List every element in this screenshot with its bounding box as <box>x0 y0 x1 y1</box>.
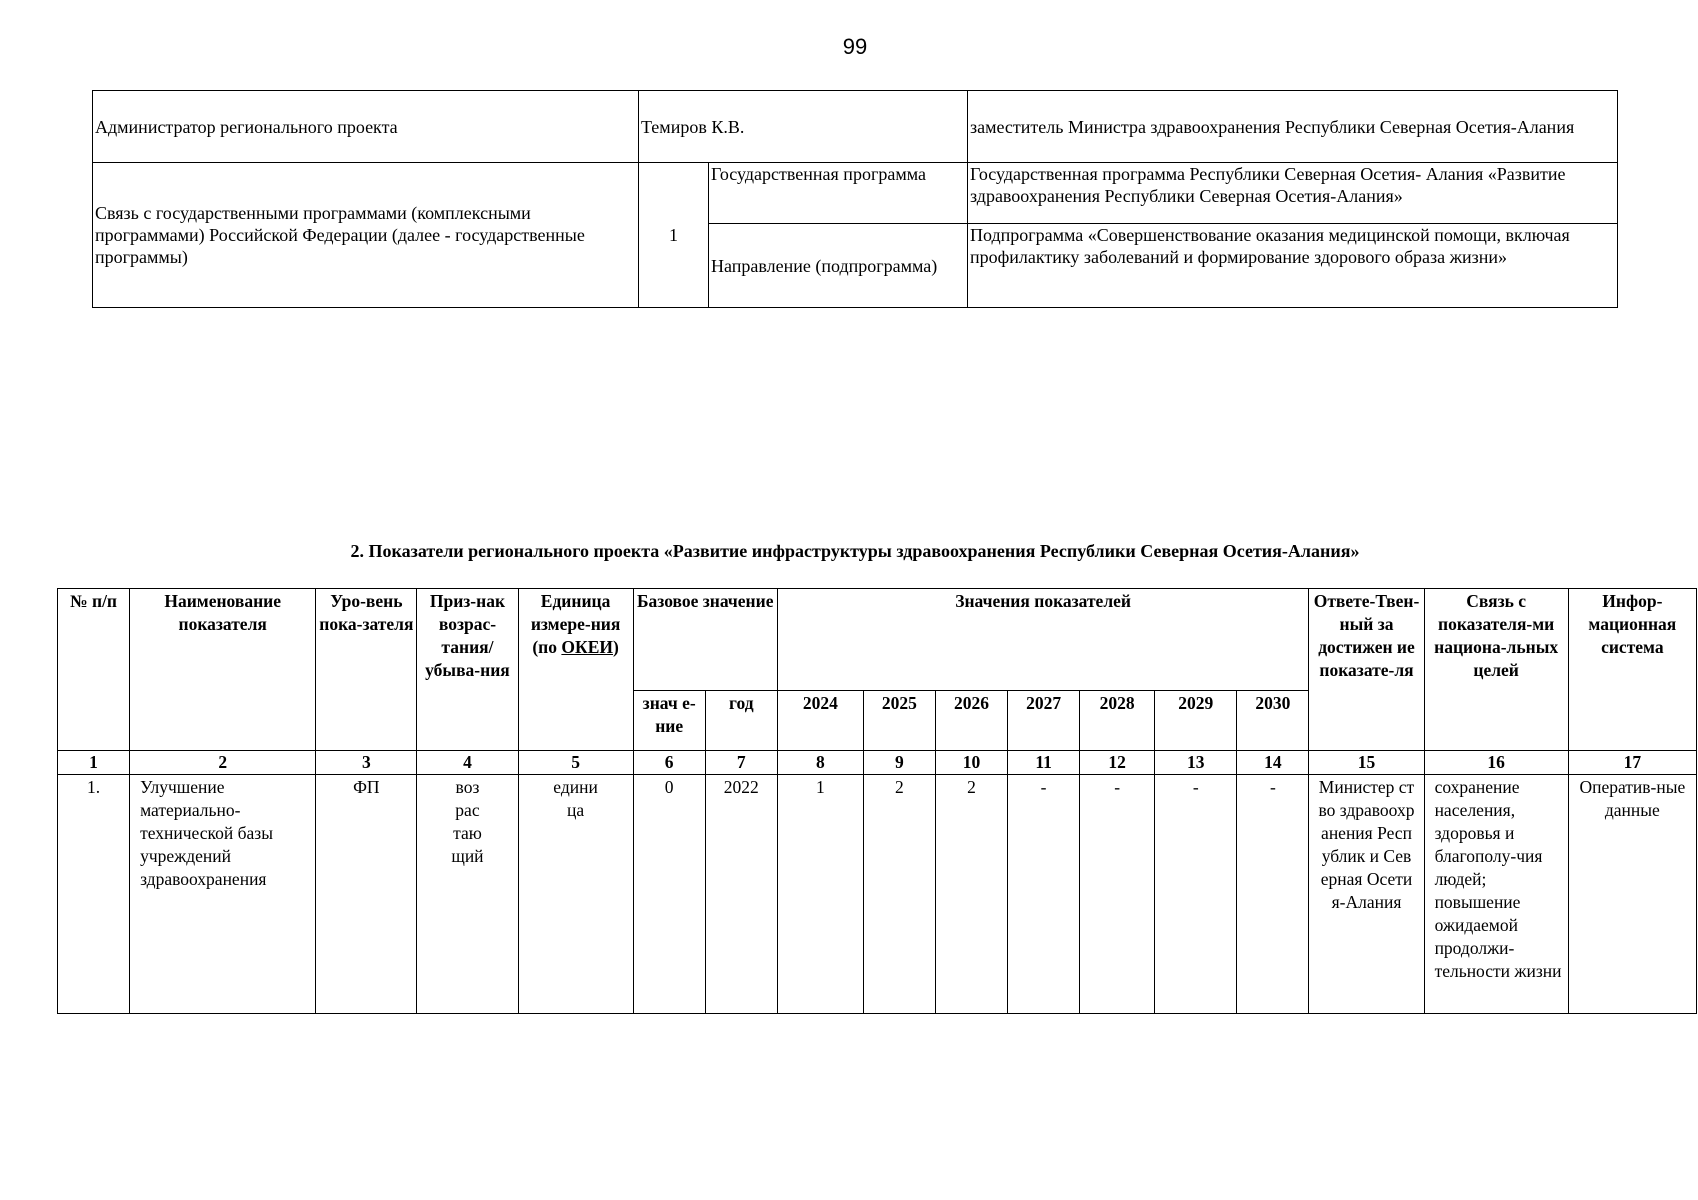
column-number: 15 <box>1309 751 1424 775</box>
header-base-year: год <box>705 691 777 751</box>
header-unit-text: Единица измере-ния (по <box>530 591 621 657</box>
column-number: 4 <box>417 751 518 775</box>
column-number: 3 <box>316 751 417 775</box>
column-number: 5 <box>518 751 633 775</box>
header-year: 2028 <box>1080 691 1155 751</box>
header-name: Наименование показателя <box>130 589 316 751</box>
row-num: 1. <box>58 775 130 1014</box>
row-unit-text: едини ца <box>553 777 598 820</box>
header-num: № п/п <box>58 589 130 751</box>
page-number: 99 <box>842 34 868 59</box>
header-year: 2029 <box>1155 691 1237 751</box>
admin-label: Администратор регионального проекта <box>93 91 639 163</box>
links-number: 1 <box>639 163 709 308</box>
row-responsible-text: Министер ство здравоохр анения Республик и Северная Осетия-Алания <box>1318 777 1415 912</box>
direction-value: Подпрограмма «Совершенствование оказания медицинской помощи, включая профилактику заболеваний и формирование здорового образа жизни» <box>968 224 1618 308</box>
row-responsible <box>1309 775 1424 1014</box>
admin-name: Темиров К.В. <box>639 91 968 163</box>
header-sign: Приз-нак возрас-тания/ убыва-ния <box>417 589 518 751</box>
row-value: - <box>1237 775 1309 1014</box>
section-title: 2. Показатели регионального проекта «Развитие инфраструктуры здравоохранения Республики Северная Осетия-Алания» <box>350 541 1360 561</box>
row-base-year: 2022 <box>705 775 777 1014</box>
column-number: 17 <box>1568 751 1696 775</box>
header-base-value: знач е-ние <box>633 691 705 751</box>
header-info: Инфор-мационная система <box>1568 589 1696 751</box>
header-unit-okei: ОКЕИ <box>561 637 613 657</box>
column-number: 9 <box>863 751 935 775</box>
column-number: 10 <box>935 751 1007 775</box>
row-value: - <box>1008 775 1080 1014</box>
column-number: 1 <box>58 751 130 775</box>
row-value: 1 <box>777 775 863 1014</box>
row-level: ФП <box>316 775 417 1014</box>
indicators-table <box>57 588 1697 1014</box>
direction-label: Направление (подпрограмма) <box>709 224 968 308</box>
column-number: 16 <box>1424 751 1568 775</box>
header-unit <box>518 589 633 751</box>
column-number: 2 <box>130 751 316 775</box>
column-number: 11 <box>1008 751 1080 775</box>
column-number: 12 <box>1080 751 1155 775</box>
header-base: Базовое значение <box>633 589 777 691</box>
header-year: 2025 <box>863 691 935 751</box>
column-number: 13 <box>1155 751 1237 775</box>
row-name: Улучшение материально-технической базы учреждений здравоохранения <box>130 775 316 1014</box>
row-value: 2 <box>863 775 935 1014</box>
header-year: 2027 <box>1008 691 1080 751</box>
header-year: 2024 <box>777 691 863 751</box>
header-link: Связь с показателя-ми национа-льных целей <box>1424 589 1568 751</box>
column-number: 6 <box>633 751 705 775</box>
project-info-table <box>92 90 1618 308</box>
column-number: 14 <box>1237 751 1309 775</box>
header-year: 2030 <box>1237 691 1309 751</box>
row-link: сохранение населения, здоровья и благополу-чия людей; повышение ожидаемой продолжи-тельности жизни <box>1424 775 1568 1014</box>
header-year: 2026 <box>935 691 1007 751</box>
header-unit-close: ) <box>612 637 619 657</box>
header-responsible: Ответе-Твен-ный за достижен ие показате-ля <box>1309 589 1424 751</box>
row-sign <box>417 775 518 1014</box>
links-label: Связь с государственными программами (комплексными программами) Российской Федерации (далее - государственные программы) <box>93 163 639 308</box>
row-value: - <box>1080 775 1155 1014</box>
header-values: Значения показателей <box>777 589 1309 691</box>
admin-position: заместитель Министра здравоохранения Республики Северная Осетия-Алания <box>968 91 1618 163</box>
row-unit <box>518 775 633 1014</box>
column-number: 8 <box>777 751 863 775</box>
row-info: Оператив-ные данные <box>1568 775 1696 1014</box>
row-value: 2 <box>935 775 1007 1014</box>
column-number: 7 <box>705 751 777 775</box>
program-label: Государственная программа <box>709 163 968 224</box>
row-base-value: 0 <box>633 775 705 1014</box>
table-row <box>58 775 1697 1014</box>
row-sign-text: воз рас таю щий <box>451 777 484 866</box>
row-value: - <box>1155 775 1237 1014</box>
program-value: Государственная программа Республики Северная Осетия- Алания «Развитие здравоохранения Республики Северная Осетия-Алания» <box>968 163 1618 224</box>
header-level: Уро-вень пока-зателя <box>316 589 417 751</box>
